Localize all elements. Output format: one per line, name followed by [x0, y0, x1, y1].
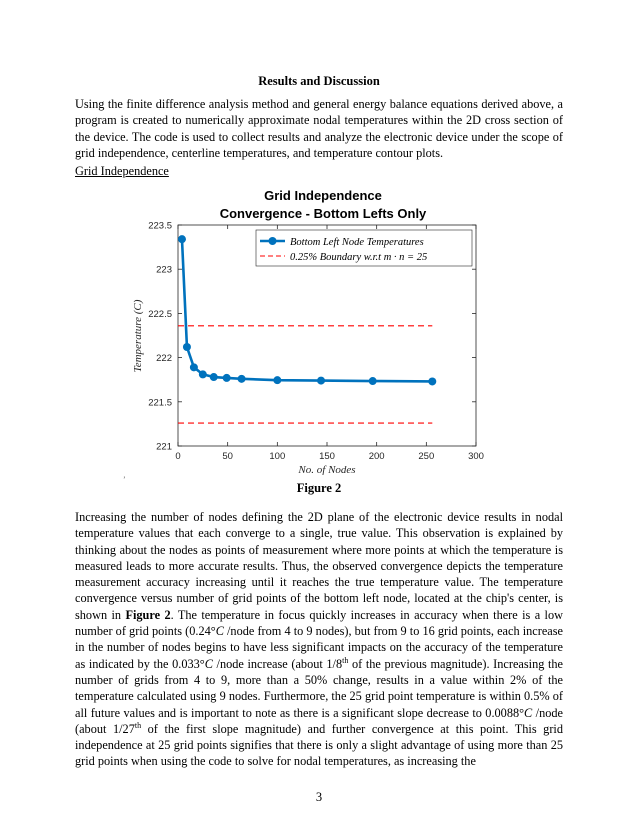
- data-point: [210, 373, 218, 381]
- x-tick-label: 200: [368, 451, 385, 462]
- body-text-segment: . The temperature in focus quickly increases in accuracy when there is a low number of grid points (0.24°: [75, 607, 563, 639]
- section-title: Results and Discussion: [258, 74, 380, 88]
- intro-paragraph: Using the finite difference analysis method and general energy balance equations derived above, a program is created to numerically approximate nodal temperatures within the 2D cross section of the device. The code is used to collect results and analyze the electronic device under the scope of grid independence, centerline temperatures, and temperature contour plots.: [75, 97, 563, 160]
- data-point: [369, 377, 377, 385]
- body-text-segment: /node increase (about 1/8: [212, 656, 343, 671]
- body-text-segment: of the previous magnitude). Increasing the number of grids from 4 to 9, more than a 50% change, results in a value within 2% of the temperature calculated using 9 nodes. Furthermore, the 25 grid point temperature is within 0.5% of all future values and is important to note as there is a significant slope decrease to 0.0088°: [75, 656, 564, 720]
- body-text-segment: Figure 2: [125, 607, 171, 622]
- body-text-segment: th: [134, 720, 142, 730]
- body-text-segment: /node from 4 to 9 nodes), but from 9 to 16 grid points, each increase in the number of nodes begins to have less significant impacts on the accuracy of the temperature as indicated by the 0.033°: [75, 624, 563, 671]
- body-text-segment: Increasing the number of nodes defining the 2D plane of the electronic device results in nodal temperature values that each converge to a single, true value. This observation is explained by thinking about the nodes as points of measurement where more points at which the temperature is measured leads to more accurate results. Thus, the observed convergence depicts the temperature measurement accuracy increasing until it reaches the true temperature value. The temperature convergence versus number of grid points of the bottom left node, located at the chip's center, is shown in: [75, 510, 563, 622]
- x-axis-label: No. of Nodes: [298, 464, 356, 475]
- y-tick-label: 223: [156, 264, 172, 276]
- data-point: [238, 375, 246, 383]
- legend-series-marker: [269, 237, 277, 245]
- body-text-segment: of the first slope magnitude) and further convergence at this point. This grid independence at 25 grid points signifies that there is only a slight advantage of using more than 25 grid points when using the code to solve for nodal temperatures, as increasing the: [75, 721, 563, 769]
- body-paragraph: [75, 509, 563, 770]
- x-tick-label: 50: [222, 451, 233, 462]
- y-tick-label: 222: [156, 353, 172, 365]
- body-text-segment: th: [342, 655, 349, 665]
- chart-title-line-1: Grid Independence: [264, 188, 382, 203]
- stray-mark: ʼ: [123, 475, 126, 484]
- x-tick-label: 150: [319, 451, 335, 462]
- body-text-segment: C: [215, 624, 224, 639]
- y-axis-label: Temperature (C): [132, 299, 144, 373]
- legend: [256, 230, 472, 266]
- x-tick-label: 300: [468, 451, 484, 462]
- subsection-title: Grid Independence: [75, 164, 169, 178]
- figure-caption: Figure 2: [296, 481, 342, 495]
- data-point: [190, 363, 198, 371]
- data-point: [428, 377, 436, 385]
- x-tick-label: 250: [418, 451, 435, 462]
- y-tick-label: 223.5: [148, 220, 172, 232]
- y-tick-label: 221.5: [148, 397, 172, 409]
- y-tick-label: 221: [156, 441, 172, 453]
- data-point: [273, 376, 281, 384]
- x-tick-label: 100: [269, 451, 286, 462]
- body-text-segment: /node (about 1/27: [75, 705, 563, 736]
- y-tick-label: 222.5: [148, 308, 172, 320]
- page-number: 3: [315, 790, 323, 804]
- data-point: [178, 235, 186, 243]
- data-point: [183, 343, 191, 351]
- legend-boundary-label: 0.25% Boundary w.r.t m · n = 25: [290, 252, 428, 263]
- legend-series-label: Bottom Left Node Temperatures: [290, 237, 424, 248]
- x-tick-label: 0: [175, 451, 181, 462]
- chart-title-line-2: Convergence - Bottom Lefts Only: [219, 206, 427, 221]
- grid-independence-chart: [110, 185, 490, 475]
- data-point: [199, 370, 207, 378]
- body-text-segment: C: [524, 705, 533, 720]
- data-point: [317, 377, 325, 385]
- data-point: [223, 374, 231, 382]
- body-text-segment: C: [204, 656, 213, 671]
